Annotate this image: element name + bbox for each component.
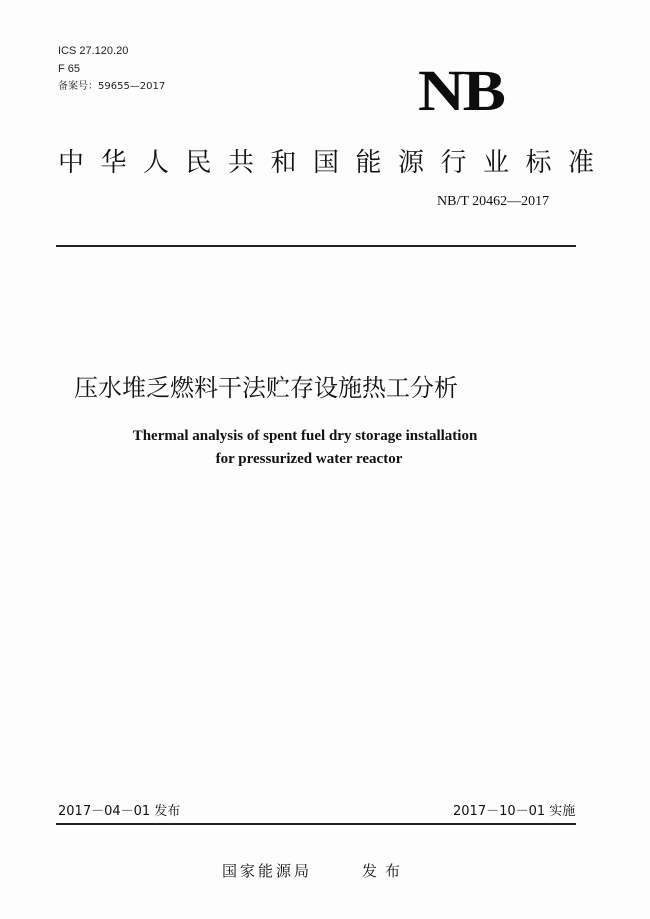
implement-date: 2017－10－01 实施: [453, 804, 576, 819]
document-title-english-line1: Thermal analysis of spent fuel dry storage installation: [132, 428, 478, 444]
standard-category-title: 中华人民共和国能源行业标准: [58, 148, 611, 178]
publish-date: 2017－04－01 发布: [58, 804, 181, 819]
document-title-english-line2: for pressurized water reactor: [215, 451, 403, 467]
bottom-divider: [56, 823, 576, 825]
document-title-chinese: 压水堆乏燃料干法贮存设施热工分析: [74, 374, 458, 402]
record-number: 备案号：59655—2017: [58, 81, 166, 92]
classification-code: F 65: [58, 63, 81, 75]
standard-number: NB/T 20462—2017: [437, 194, 550, 209]
issue-label: 发布: [362, 862, 409, 880]
top-divider: [56, 245, 576, 247]
issuing-authority: 国家能源局: [222, 862, 313, 880]
nb-logo: NB: [418, 58, 504, 123]
ics-code: ICS 27.120.20: [58, 45, 129, 57]
